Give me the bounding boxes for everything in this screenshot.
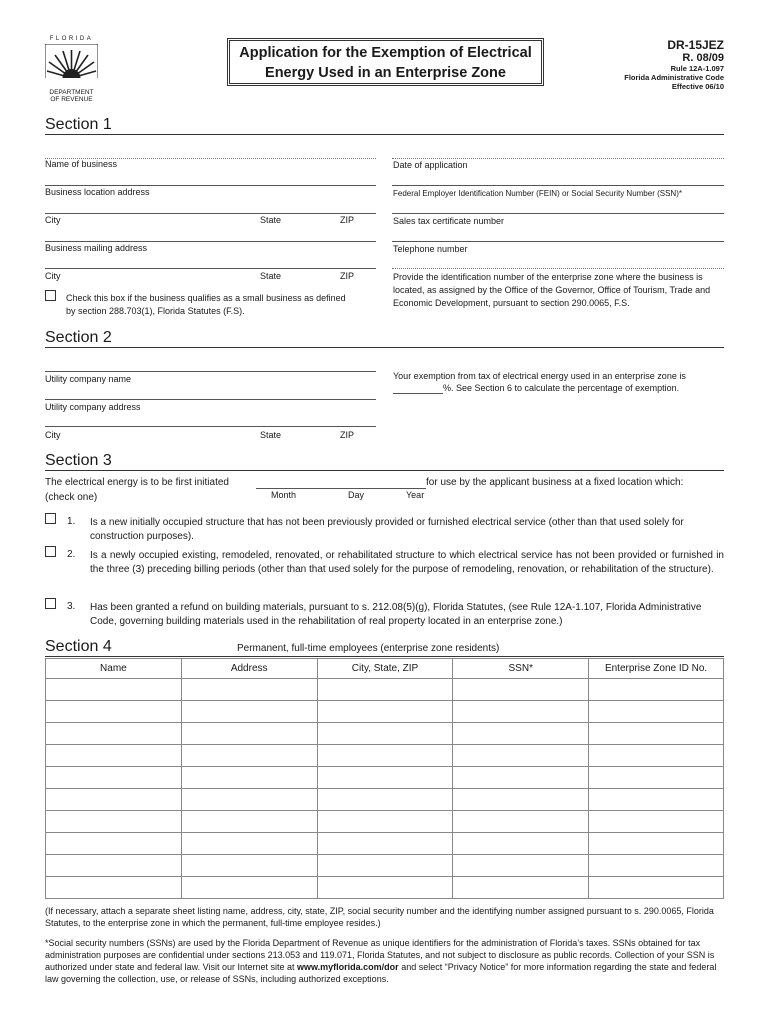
form-rule: Rule 12A-1.097 <box>670 64 724 73</box>
form-revision: R. 08/09 <box>682 52 724 64</box>
table-row <box>46 855 724 877</box>
section-4-divider <box>45 656 724 657</box>
table-row <box>46 701 724 723</box>
exemption-text-line2: %. See Section 6 to calculate the percentage of exemption. <box>443 383 680 393</box>
rule <box>392 268 724 269</box>
option-2-checkbox[interactable] <box>45 546 56 557</box>
ssn-disclosure-text-b: and select “Privacy Notice” for more information regarding the state and federal law governing the collection, use, or release of SSNs, including authorized exceptions. <box>45 962 717 984</box>
table-cell[interactable] <box>181 701 317 723</box>
table-cell[interactable] <box>181 679 317 701</box>
rule <box>45 268 376 269</box>
website-link[interactable]: www.myflorida.com/dor <box>297 962 399 972</box>
zip-field[interactable]: ZIP <box>340 215 355 225</box>
rule <box>45 399 376 400</box>
table-cell[interactable] <box>181 811 317 833</box>
table-cell[interactable] <box>589 811 724 833</box>
option-3-checkbox[interactable] <box>45 598 56 609</box>
table-cell[interactable] <box>589 855 724 877</box>
table-cell[interactable] <box>453 811 589 833</box>
table-header-row <box>46 659 724 679</box>
table-row <box>46 833 724 855</box>
table-row <box>46 767 724 789</box>
table-cell[interactable] <box>589 679 724 701</box>
form-effective: Effective 06/10 <box>671 82 724 91</box>
business-location-address-field[interactable]: Business location address <box>45 187 150 197</box>
logo-department-text: DEPARTMENT <box>49 89 94 96</box>
table-cell[interactable] <box>46 679 182 701</box>
day-label: Day <box>348 490 365 500</box>
table-cell[interactable] <box>181 833 317 855</box>
attachment-note: (If necessary, attach a separate sheet listing name, address, city, state, ZIP, social security number and the identifying number assigned pursuant to s. 290.0065, Florida Statutes, to the enterprise zone in which the permanent, full-time employee resides.) <box>45 906 714 928</box>
table-cell[interactable] <box>317 767 453 789</box>
table-cell[interactable] <box>181 855 317 877</box>
small-business-checkbox[interactable] <box>45 290 56 301</box>
form-code: Florida Administrative Code <box>624 73 724 82</box>
table-cell[interactable] <box>453 723 589 745</box>
table-cell[interactable] <box>317 745 453 767</box>
form-number: DR-15JEZ <box>667 38 724 52</box>
table-row <box>46 789 724 811</box>
table-cell[interactable] <box>46 789 182 811</box>
rule <box>45 426 376 427</box>
table-cell[interactable] <box>317 811 453 833</box>
table-cell[interactable] <box>46 811 182 833</box>
utility-zip-field[interactable]: ZIP <box>340 430 355 440</box>
table-row <box>46 811 724 833</box>
section-3-intro-b: for use by the applicant business at a fixed location which: <box>426 477 684 488</box>
title-line-2: Energy Used in an Enterprise Zone <box>265 65 506 81</box>
section-2-title: Section 2 <box>45 329 112 346</box>
utility-company-address-field[interactable]: Utility company address <box>45 402 141 412</box>
table-cell[interactable] <box>453 833 589 855</box>
table-cell[interactable] <box>317 723 453 745</box>
table-cell[interactable] <box>46 833 182 855</box>
table-cell[interactable] <box>317 679 453 701</box>
table-cell[interactable] <box>453 767 589 789</box>
form-title <box>227 38 544 86</box>
ssn-disclosure-text-a: *Social security numbers (SSNs) are used by the Florida Department of Revenue as unique identifiers for the administration of Florida’s taxes. SSNs obtained for tax administration purposes are confidential under sections 213.053 and 119.071, Florida Statutes, and not subject to disclosure as public records. Collection of your SSN is authorized under state and federal law. Visit our Internet site at <box>45 938 715 972</box>
option-2-text: Is a newly occupied existing, remodeled, renovated, or rehabilitated structure to which electrical service has not been provided or furnished in the three (3) preceding billing periods (other than that used solely for the purpose of remodeling, renovation, or rehabilitation of the structure). <box>90 550 724 575</box>
table-cell[interactable] <box>181 877 317 899</box>
table-cell[interactable] <box>589 833 724 855</box>
rule <box>392 158 724 159</box>
title-line-1: Application for the Exemption of Electrical <box>239 45 532 61</box>
table-cell[interactable] <box>317 855 453 877</box>
business-mailing-address-field[interactable]: Business mailing address <box>45 243 148 253</box>
section-3-intro-a: The electrical energy is to be first initiated <box>45 477 229 488</box>
table-cell[interactable] <box>181 723 317 745</box>
employee-table <box>45 658 724 899</box>
rule <box>392 185 724 186</box>
sales-tax-certificate-field[interactable]: Sales tax certificate number <box>393 216 505 226</box>
logo-florida-text: FLORIDA <box>49 36 94 42</box>
option-2-number: 2. <box>67 549 76 560</box>
table-cell[interactable] <box>453 701 589 723</box>
section-1-title: Section 1 <box>45 116 112 133</box>
column-header-name: Name <box>46 659 182 679</box>
rule <box>45 185 376 186</box>
option-1-checkbox[interactable] <box>45 513 56 524</box>
table-cell[interactable] <box>46 855 182 877</box>
mailing-state-field[interactable]: State <box>260 271 282 281</box>
option-1-text: Is a new initially occupied structure that has not been previously provided or furnished electrical service (other than that used solely for construction purposes). <box>90 517 684 542</box>
city-field[interactable]: City <box>45 215 61 225</box>
table-cell[interactable] <box>453 855 589 877</box>
table-cell[interactable] <box>589 877 724 899</box>
table-cell[interactable] <box>181 745 317 767</box>
small-business-label: Check this box if the business qualifies as a small business as defined by section 288.703(1), Florida Statutes (F.S). <box>66 293 346 316</box>
mailing-city-field[interactable]: City <box>45 271 61 281</box>
name-of-business-field[interactable]: Name of business <box>45 159 118 169</box>
ssn-disclosure <box>45 937 724 985</box>
rule <box>392 213 724 214</box>
table-cell[interactable] <box>589 723 724 745</box>
month-label: Month <box>271 490 297 500</box>
mailing-zip-field[interactable]: ZIP <box>340 271 355 281</box>
utility-city-field[interactable]: City <box>45 430 61 440</box>
table-cell[interactable] <box>317 877 453 899</box>
utility-company-name-field[interactable]: Utility company name <box>45 374 132 384</box>
sun-icon <box>45 44 98 82</box>
logo-revenue-text: OF REVENUE <box>50 96 93 103</box>
rule <box>392 241 724 242</box>
florida-dor-logo <box>45 36 98 103</box>
exemption-percent-field[interactable] <box>393 393 443 394</box>
option-3-number: 3. <box>67 601 76 612</box>
table-cell[interactable] <box>46 767 182 789</box>
rule <box>45 213 376 214</box>
table-cell[interactable] <box>317 701 453 723</box>
option-1-number: 1. <box>67 516 76 527</box>
table-cell[interactable] <box>453 679 589 701</box>
exemption-text-line1: Your exemption from tax of electrical energy used in an enterprise zone is <box>393 371 686 381</box>
table-cell[interactable] <box>589 789 724 811</box>
table-cell[interactable] <box>589 745 724 767</box>
initiation-date-field[interactable] <box>256 488 426 489</box>
table-cell[interactable] <box>589 767 724 789</box>
section-4-title: Section 4 <box>45 638 112 655</box>
state-field[interactable]: State <box>260 215 282 225</box>
section-3-divider <box>45 470 724 471</box>
table-cell[interactable] <box>453 789 589 811</box>
check-one-label: (check one) <box>45 492 98 503</box>
column-header-ssn: SSN* <box>453 659 589 679</box>
section-2-divider <box>45 347 724 348</box>
table-cell[interactable] <box>46 745 182 767</box>
telephone-number-field[interactable]: Telephone number <box>393 244 468 254</box>
table-cell[interactable] <box>453 877 589 899</box>
table-row <box>46 679 724 701</box>
table-cell[interactable] <box>181 767 317 789</box>
year-label: Year <box>406 490 425 500</box>
table-cell[interactable] <box>589 701 724 723</box>
rule <box>45 241 376 242</box>
form-identifier <box>624 38 724 91</box>
table-cell[interactable] <box>453 745 589 767</box>
column-header-zone-id: Enterprise Zone ID No. <box>589 659 724 679</box>
table-cell[interactable] <box>46 701 182 723</box>
table-cell[interactable] <box>181 789 317 811</box>
table-row <box>46 745 724 767</box>
table-cell[interactable] <box>317 833 453 855</box>
table-row <box>46 723 724 745</box>
column-header-city-state-zip: City, State, ZIP <box>317 659 453 679</box>
table-cell[interactable] <box>317 789 453 811</box>
date-of-application-field[interactable]: Date of application <box>393 160 468 170</box>
rule <box>45 371 376 372</box>
section-1-divider <box>45 134 724 135</box>
column-header-address: Address <box>181 659 317 679</box>
table-cell[interactable] <box>46 877 182 899</box>
option-3-text: Has been granted a refund on building materials, pursuant to s. 212.08(5)(g), Florida Statutes, (see Rule 12A-1.107, Florida Administrative Code, governing building materials used in the rehabilitation of real property located in an enterprise zone.) <box>90 602 702 627</box>
utility-state-field[interactable]: State <box>260 430 282 440</box>
table-cell[interactable] <box>46 723 182 745</box>
table-row <box>46 877 724 899</box>
fein-ssn-field[interactable]: Federal Employer Identification Number (FEIN) or Social Security Number (SSN)* <box>393 189 682 198</box>
enterprise-zone-id-field[interactable]: Provide the identification number of the enterprise zone where the business is located, as assigned by the Office of the Governor, Office of Tourism, Trade and Economic Development, pursuant to section 290.0065, F.S. <box>393 272 711 308</box>
section-3-title: Section 3 <box>45 452 112 469</box>
section-4-subtitle: Permanent, full-time employees (enterprise zone residents) <box>237 643 500 654</box>
